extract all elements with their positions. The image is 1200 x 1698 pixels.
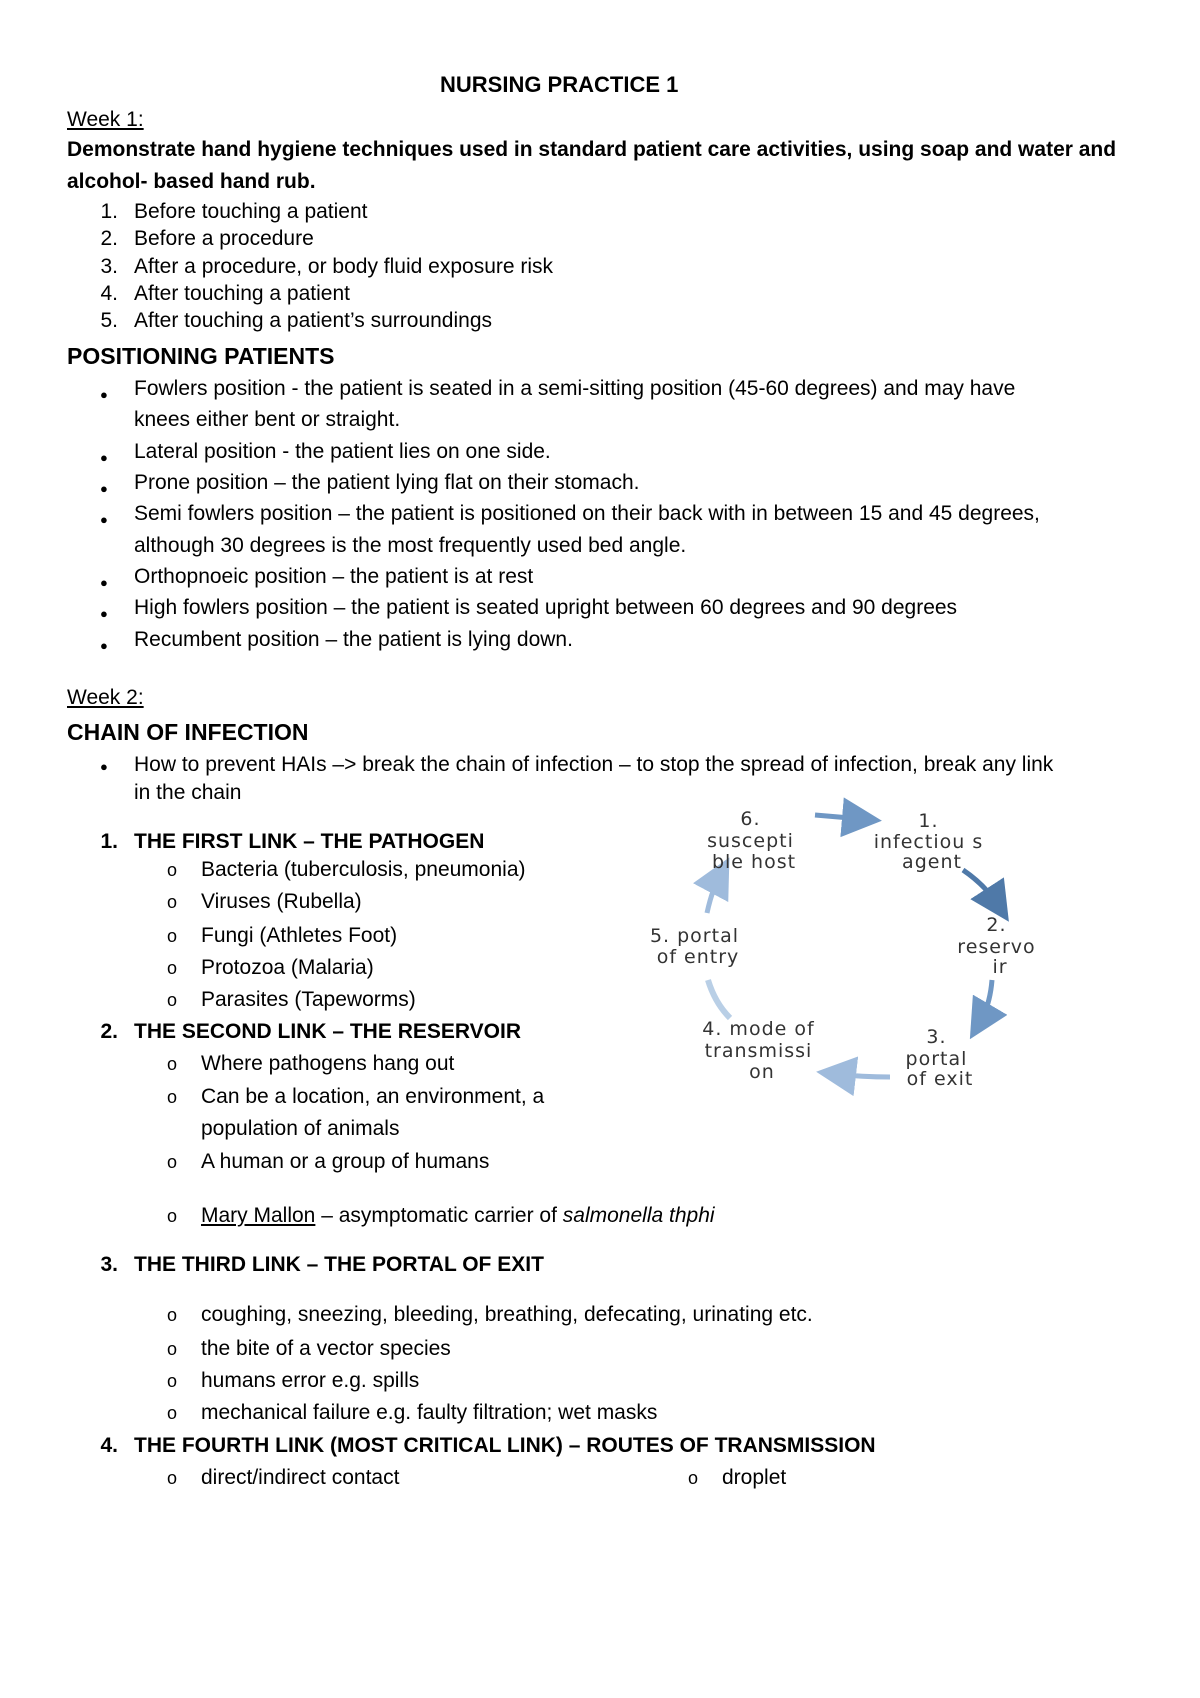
sub-bullet-icon: o — [167, 1403, 178, 1423]
node6-line: ble host — [711, 851, 797, 873]
node2-line: reservo — [957, 936, 1036, 958]
positioning-item: Prone position – the patient lying flat on their stomach. — [134, 471, 640, 494]
link1-item: Protozoa (Malaria) — [201, 956, 374, 979]
link3-item: the bite of a vector species — [201, 1337, 451, 1360]
moment-number: 2. — [100, 227, 118, 250]
link4-number: 4. — [100, 1434, 118, 1457]
sub-bullet-icon: o — [167, 1054, 178, 1074]
sub-bullet-icon: o — [167, 990, 178, 1010]
chain-intro: How to prevent HAIs –> break the chain of infection – to stop the spread of infection, break any link — [134, 753, 1054, 776]
sub-bullet-icon: o — [167, 958, 178, 978]
moment-text: After a procedure, or body fluid exposure risk — [134, 255, 554, 278]
link4-title-text: THE FOURTH LINK (MOST CRITICAL LINK) – ROUTES OF TRANSMISSION — [134, 1434, 876, 1457]
week2-label: Week 2: — [67, 686, 144, 709]
moment-text: Before touching a patient — [134, 200, 368, 223]
node4-line: 4. mode of — [702, 1018, 815, 1040]
bullet-icon: ● — [100, 450, 108, 465]
arrow-4-to-5 — [708, 980, 730, 1018]
bullet-icon: ● — [100, 575, 108, 590]
link1-title-text: THE FIRST LINK – THE PATHOGEN — [134, 830, 485, 853]
svg-text:1. infectiou s agent — [874, 810, 991, 873]
week1-heading-line2: alcohol- based hand rub. — [67, 170, 316, 193]
mary-mallon-text: – asymptomatic carrier of — [315, 1204, 563, 1227]
sub-bullet-icon: o — [167, 1087, 178, 1107]
sub-bullet-icon: o — [167, 1371, 178, 1391]
link2-item-cont: population of animals — [201, 1117, 400, 1140]
link3-title-text: THE THIRD LINK – THE PORTAL OF EXIT — [134, 1253, 544, 1276]
link2-number: 2. — [100, 1020, 118, 1043]
moment-number: 4. — [100, 282, 118, 305]
node4-line: transmissi — [704, 1040, 813, 1062]
chain-intro-cont: in the chain — [134, 781, 242, 804]
node4-line: on — [749, 1061, 775, 1083]
sub-bullet-icon: o — [167, 1206, 178, 1226]
bullet-icon: ● — [100, 606, 108, 621]
link3-item: humans error e.g. spills — [201, 1369, 420, 1392]
link1-item: Parasites (Tapeworms) — [201, 988, 416, 1011]
link1-item: Viruses (Rubella) — [201, 890, 362, 913]
mary-mallon-species: salmonella thphi — [562, 1204, 715, 1227]
arrow-3-to-4 — [836, 1074, 890, 1077]
bullet-icon: ● — [100, 387, 108, 402]
link3-item: coughing, sneezing, bleeding, breathing, defecating, urinating etc. — [201, 1303, 813, 1326]
bullet-icon: ● — [100, 638, 108, 653]
positioning-heading: POSITIONING PATIENTS — [67, 343, 335, 369]
node5-line: 5. portal — [649, 925, 739, 947]
link3-number: 3. — [100, 1253, 118, 1276]
positioning-item: Semi fowlers position – the patient is positioned on their back with in between 15 and 45 degrees, — [134, 502, 1040, 525]
bullet-icon: ● — [100, 512, 108, 527]
arrow-5-to-6 — [707, 875, 720, 913]
link2-title-text: THE SECOND LINK – THE RESERVOIR — [134, 1020, 522, 1043]
chain-heading: CHAIN OF INFECTION — [67, 719, 309, 745]
bullet-icon: ● — [100, 481, 108, 496]
week1-heading-line1: Demonstrate hand hygiene techniques used in standard patient care activities, using soap and water and — [67, 138, 1117, 161]
positioning-item-cont: knees either bent or straight. — [134, 408, 401, 431]
mary-mallon-name: Mary Mallon — [201, 1204, 316, 1227]
link1-number: 1. — [100, 830, 118, 853]
arrow-2-to-3 — [980, 980, 992, 1022]
positioning-item: High fowlers position – the patient is seated upright between 60 degrees and 90 degrees — [134, 596, 958, 619]
arrow-6-to-1 — [815, 815, 862, 819]
link1-item: Bacteria (tuberculosis, pneumonia) — [201, 858, 526, 881]
moment-number: 5. — [100, 309, 118, 332]
sub-bullet-icon: o — [167, 1339, 178, 1359]
node2-line: ir — [992, 956, 1008, 978]
node2-line: 2. — [986, 914, 1007, 936]
bullet-icon: ● — [100, 759, 108, 774]
arrow-1-to-2 — [963, 870, 998, 905]
link2-item: Where pathogens hang out — [201, 1052, 455, 1075]
moment-text: Before a procedure — [134, 227, 314, 250]
positioning-item-cont: although 30 degrees is the most frequently used bed angle. — [134, 534, 687, 557]
positioning-item: Fowlers position - the patient is seated in a semi-sitting position (45-60 degrees) and may have — [134, 377, 1016, 400]
node3-line: of exit — [906, 1068, 974, 1090]
node3-line: 3. — [926, 1026, 947, 1048]
node3-line: portal — [905, 1048, 968, 1070]
link2-item: Can be a location, an environment, a — [201, 1085, 545, 1108]
link1-item: Fungi (Athletes Foot) — [201, 924, 398, 947]
moment-text: After touching a patient — [134, 282, 350, 305]
svg-text:2. reservo ir — [957, 914, 1042, 978]
link4-item: droplet — [722, 1466, 787, 1489]
moment-number: 3. — [100, 255, 118, 278]
link4-item: direct/indirect contact — [201, 1466, 400, 1489]
node6-line: suscepti — [707, 830, 794, 852]
positioning-item: Lateral position - the patient lies on one side. — [134, 440, 551, 463]
sub-bullet-icon: o — [167, 1468, 178, 1488]
sub-bullet-icon: o — [167, 926, 178, 946]
positioning-item: Recumbent position – the patient is lying down. — [134, 628, 573, 651]
moment-number: 1. — [100, 200, 118, 223]
sub-bullet-icon: o — [167, 1152, 178, 1172]
node1-line: agent — [902, 851, 962, 873]
node5-line: of entry — [656, 946, 740, 968]
sub-bullet-icon: o — [167, 892, 178, 912]
node6-line: 6. — [740, 808, 761, 830]
svg-text:5. portal of entry — [650, 925, 746, 968]
link2-item: A human or a group of humans — [201, 1150, 490, 1173]
mary-mallon-item — [201, 1204, 715, 1228]
link3-item: mechanical failure e.g. faulty filtration; wet masks — [201, 1401, 658, 1424]
sub-bullet-icon: o — [167, 860, 178, 880]
moment-text: After touching a patient’s surroundings — [134, 309, 493, 332]
sub-bullet-icon: o — [167, 1305, 178, 1325]
svg-text:6. suscepti ble host — [707, 808, 801, 873]
svg-text:4. mode of transmissi — [702, 1018, 821, 1083]
chain-of-infection-diagram — [630, 785, 1070, 1115]
week1-label: Week 1: — [67, 108, 144, 131]
svg-text:3. portal of exit — [906, 1026, 975, 1090]
node1-line: infectiou s — [873, 831, 984, 853]
node1-line: 1. — [918, 810, 939, 832]
page-title: NURSING PRACTICE 1 — [440, 72, 679, 97]
sub-bullet-icon: o — [688, 1468, 699, 1488]
positioning-item: Orthopnoeic position – the patient is at rest — [134, 565, 534, 588]
